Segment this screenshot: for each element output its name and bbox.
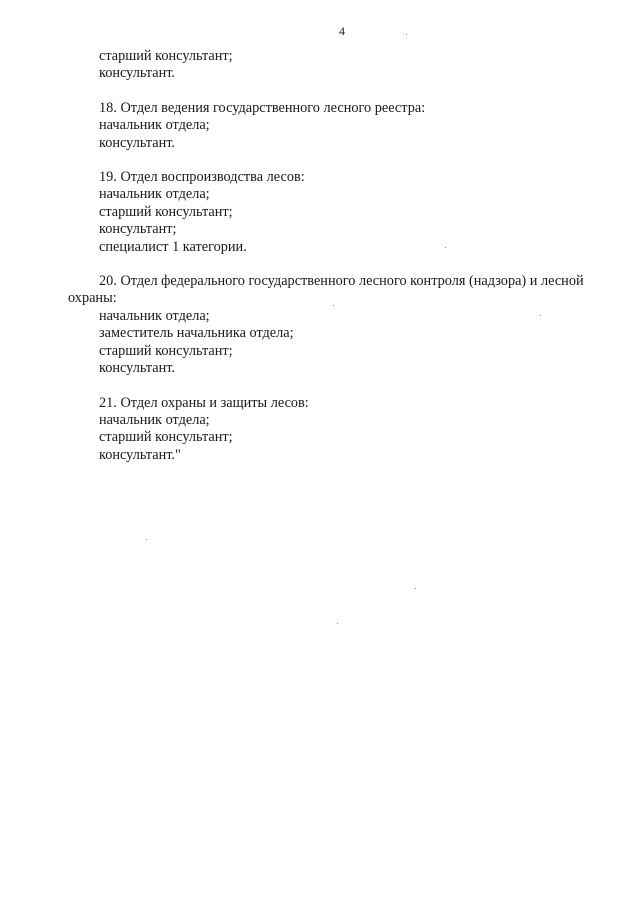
position-item: консультант. bbox=[99, 134, 175, 151]
section-heading: 21. Отдел охраны и защиты лесов: bbox=[99, 394, 309, 411]
position-item: консультант." bbox=[99, 446, 181, 463]
position-item: начальник отдела; bbox=[99, 186, 210, 203]
section-heading: 19. Отдел воспроизводства лесов: bbox=[99, 169, 305, 186]
position-item: старший консультант; bbox=[99, 342, 233, 359]
document-body bbox=[68, 48, 620, 464]
section-19 bbox=[68, 169, 620, 256]
scan-speck bbox=[337, 623, 338, 624]
position-item: начальник отдела; bbox=[99, 307, 210, 324]
scan-speck bbox=[540, 315, 541, 316]
position-item: старший консультант; bbox=[99, 429, 233, 446]
position-item: начальник отдела; bbox=[99, 411, 210, 428]
scan-speck bbox=[333, 305, 334, 306]
scan-speck bbox=[445, 247, 446, 248]
section-heading: 20. Отдел федерального государственного лесного контроля (надзора) и лесной bbox=[99, 273, 584, 290]
page-number: 4 bbox=[339, 24, 345, 38]
position-item: консультант; bbox=[99, 221, 177, 238]
section-heading-continuation: охраны: bbox=[68, 290, 117, 307]
scan-speck bbox=[406, 34, 407, 35]
position-item: заместитель начальника отдела; bbox=[99, 325, 294, 342]
intro-line: консультант. bbox=[99, 65, 175, 82]
section-20 bbox=[68, 273, 620, 377]
section-heading: 18. Отдел ведения государственного лесного реестра: bbox=[99, 99, 426, 116]
position-item: специалист 1 категории. bbox=[99, 238, 247, 255]
position-item: старший консультант; bbox=[99, 203, 233, 220]
scan-speck bbox=[146, 539, 147, 540]
section-18 bbox=[68, 100, 620, 152]
position-item: начальник отдела; bbox=[99, 117, 210, 134]
position-item: консультант. bbox=[99, 360, 175, 377]
scan-speck bbox=[415, 588, 416, 589]
intro-line: старший консультант; bbox=[99, 48, 233, 64]
section-21 bbox=[68, 395, 620, 465]
